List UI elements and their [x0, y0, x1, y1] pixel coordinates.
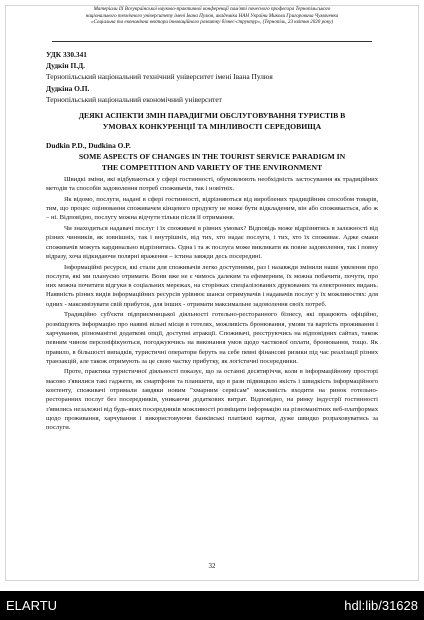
article-title-uk — [44, 110, 380, 132]
repository-footer — [0, 591, 424, 620]
conference-header-line: національного технічного університету імені Івана Пулюя, академіка НАН України Миколи Григоровича Чумаченка — [85, 12, 339, 19]
conference-header — [12, 6, 412, 26]
authors-en: Dudkin P.D., Dudkina O.P. — [46, 141, 131, 150]
udc-code: УДК 330.341 — [46, 50, 87, 59]
handle-identifier[interactable]: hdl:lib/31628 — [344, 598, 418, 613]
author-name: Дудкіна О.П. — [46, 84, 90, 93]
article-body — [46, 175, 378, 434]
header-divider — [52, 41, 372, 42]
title-line: SOME ASPECTS OF CHANGES IN THE TOURIST SERVICE PARADIGM IN — [78, 152, 346, 161]
paragraph: Проте, практика туристичної діяльності показує, що за останні десятиріччя, коли в інформаційному просторі масово з'явилися такі гаджети, як смартфони та планшети, що в рази підвищило якість і швидкість інформаційного контенту, споживачі отримали завдяки новим "хмарним сервісам" можливість входити на ринок готельно-ресторанних послуг без посередників, уникаючи додаткових витрат. Відповідно, на ринку індустрії гостинності з'явились незалежні від будь-яких посередників можливості розміщати інформацію на різноманітних веб-платформах щодо проживання, харчування і використовуючи банківські платіжні картки, дуже швидко розраховуватись за послуги. — [46, 368, 378, 432]
conference-header-line: «Соціальна та економічна вектори інноваційного розвитку бізнес-структур», (Тернопіль, 23 квітня 2020 року) — [90, 19, 334, 26]
author-name: Дудкін П.Д. — [46, 61, 85, 70]
title-line: ДЕЯКІ АСПЕКТИ ЗМІН ПАРАДИГМИ ОБСЛУГОВУВАННЯ ТУРИСТІВ В — [78, 111, 346, 120]
paragraph: Швидкі зміни, які відбуваються у сфері гостинності, обумовлюють необхідність застосування як традиційних методів та способів задоволення потреб споживачів, так і новітніх. — [46, 176, 378, 193]
repository-name[interactable]: ELARTU — [6, 598, 58, 613]
paragraph: Інформаційні ресурси, які стали для споживачів легко доступними, раз і назавжди змінили наше уявлення про послуги, які ми плануємо отримати. Вони вже не є чимось далеким та ефемерним, їх можна побачити, почути, про них можна почитати відгуки в соціальних мережах, на сторінках спеціалізованих друкованих та електронних видань. Наявність різних видів інформаційних ресурсів урівнює шанси отримувачів і надавачів послуг у їх можливостях: для одних - максимізувати свій прибуток, для інших - отримати максимальне задоволення своїх потреб. — [46, 263, 378, 308]
page-number: 32 — [208, 562, 216, 570]
paragraph: Як відомо, послуги, надані в сфері гостинності, відрізняються від вироблених традиційним способом товарів, тим, що процес оцінювання споживачем кінцевого продукту не може бути відкладеним, він або споживається, або ж – ні. Відповідно, послугу можна відчути тільки після її отримання. — [46, 195, 378, 222]
article-title-en — [44, 151, 380, 173]
author-affiliation: Тернопільський національний технічний університет імені Івана Пулюя — [46, 72, 273, 81]
title-line: THE COMPETITION AND VARIETY OF THE ENVIRONMENT — [101, 163, 323, 172]
paragraph: Чи знаходиться надавачі послуг і їх споживачі в рівних умовах? Відповідь може відрізнятись в залежності від різних чинників, як зовнішніх, так і внутрішніх, від тих, хто надає послуги, і тих, хто їх споживає. Адже смаки споживачів можуть кардинально відрізнятись. Одна і та ж послуга може викликати як повне задоволення, так і повну відразу, хоча відкидаючи полярні враження – істина завжди десь посередині. — [46, 225, 378, 260]
paragraph: Традиційно суб'єкти підприємницької діяльності готельно-ресторанного бізнесу, які працюють офіційно, розміщують інформацію про наявні вільні місця в готелях, можливість бронювання, умови та вартість проживання і харчування, різноманітні додаткові опції, доступні атракції. Споживачі, реєструючись на відповідних сайтах, також певним чином персоніфікуються, погоджуючись на виконання умов щодо часткової оплати, бронювання, тощо. Як правило, в більшості випадків, туристичні оператори беруть на себе певні фінансові ризики під час реалізації різних транзакцій, але також отримують за це свою частку прибутку, як логістичні посередники. — [46, 311, 378, 365]
title-line: УМОВАХ КОНКУРЕНЦІЇ ТА МІНЛИВОСТІ СЕРЕДОВИЩА — [102, 122, 322, 131]
author-affiliation: Тернопільський національний економічний університет — [46, 95, 222, 104]
conference-header-line: Матеріали IX Всеукраїнської науково-практичної конференції пам'яті почесного професора Тернопільського — [93, 6, 331, 12]
